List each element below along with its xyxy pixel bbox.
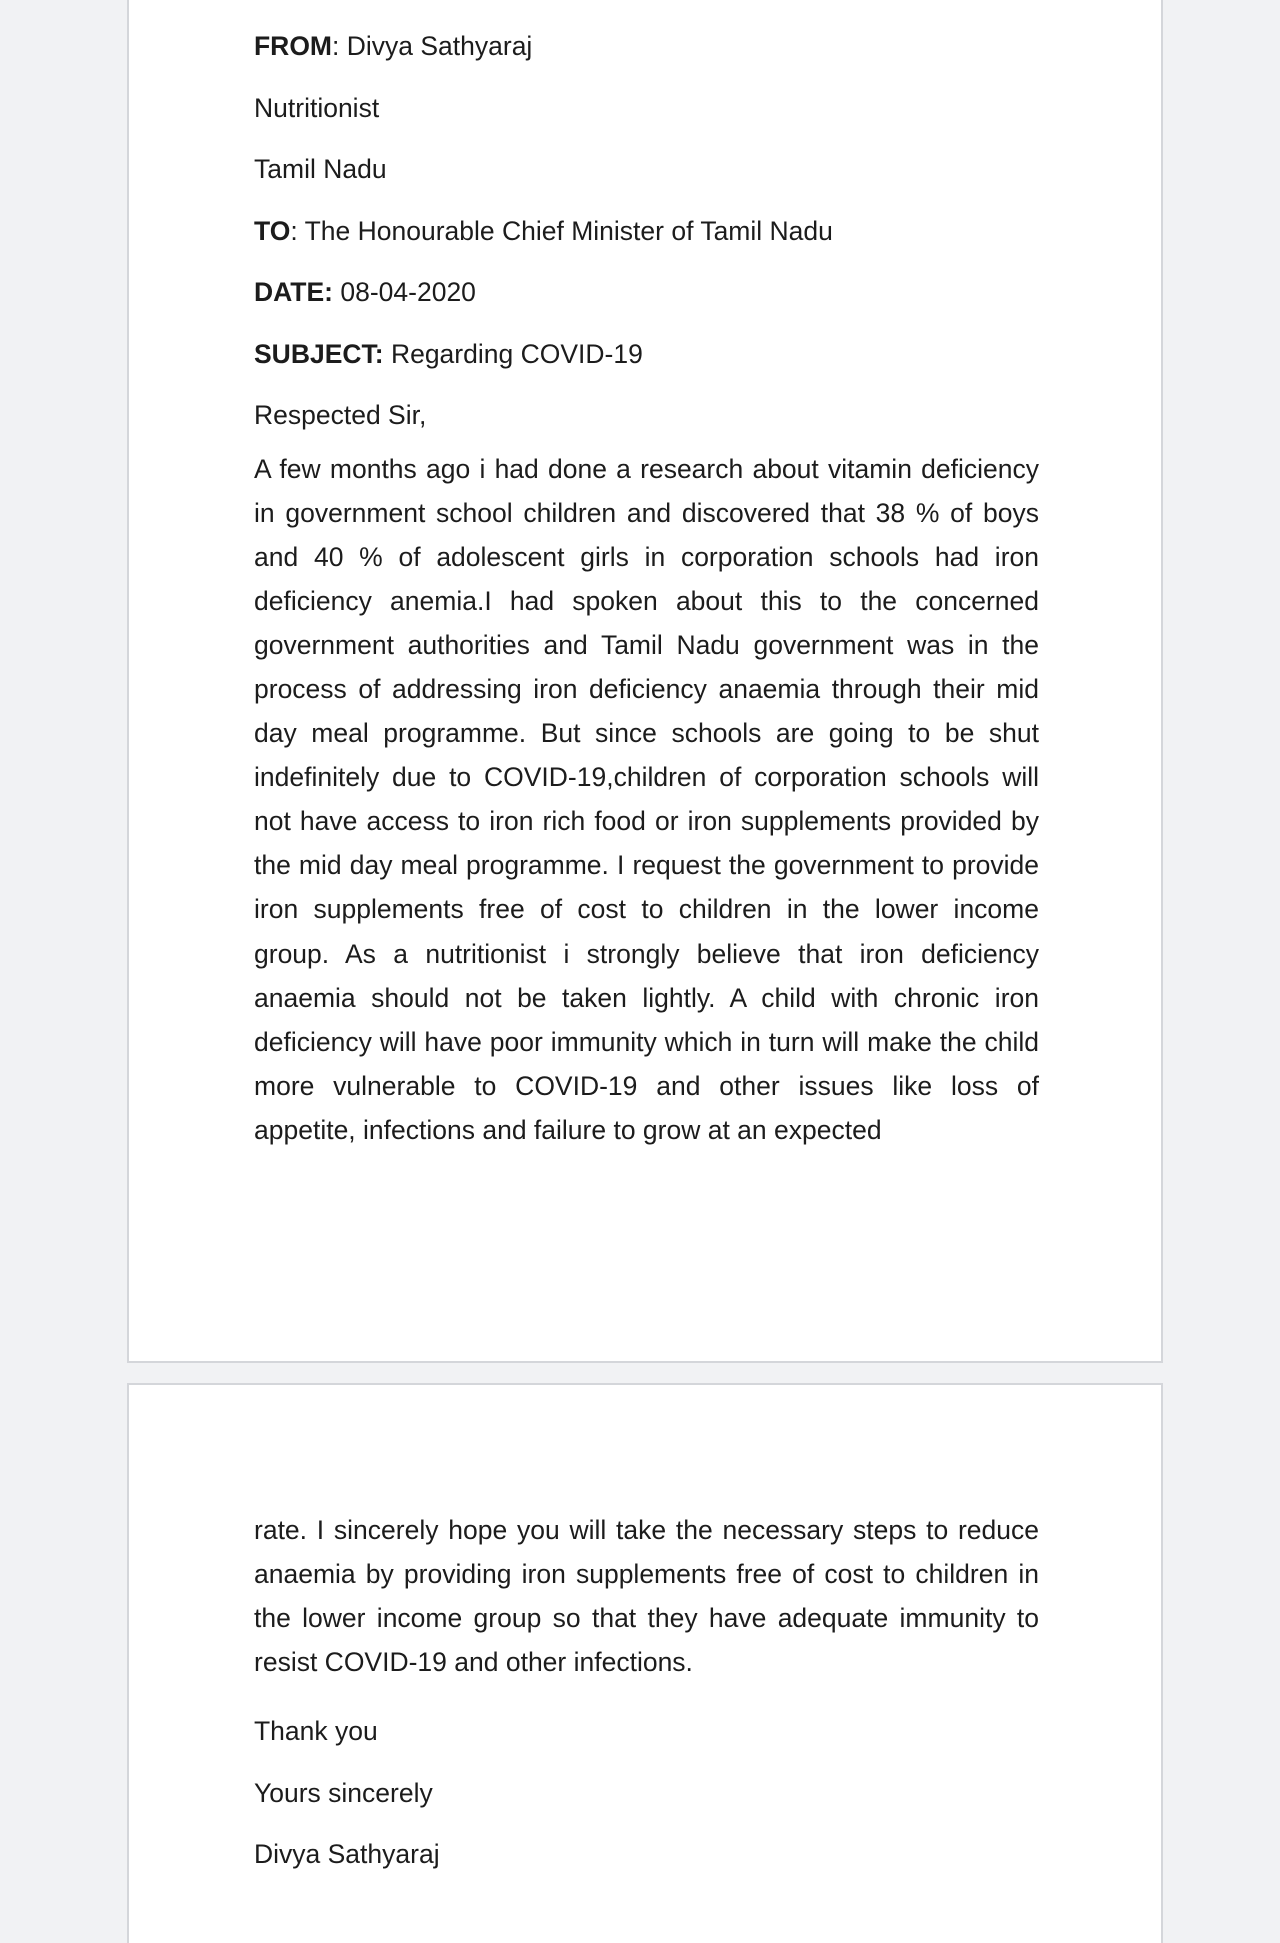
sender-role: Nutritionist	[254, 92, 380, 123]
to-value: : The Honourable Chief Minister of Tamil Nadu	[290, 215, 833, 246]
letter-content-page-1	[254, 16, 1039, 1152]
subject-label: SUBJECT:	[254, 338, 384, 369]
signature-line: Divya Sathyaraj	[254, 1839, 440, 1870]
body-paragraph-page-2: rate. I sincerely hope you will take the necessary steps to reduce anaemia by providing iron supplements free of cost to children in the lower income group so that they have adequate immunity to resist COVID-19 and other infections.	[254, 1515, 1039, 1678]
from-label: FROM	[254, 31, 333, 61]
sender-location: Tamil Nadu	[254, 154, 387, 184]
sign-off-line: Yours sincerely	[254, 1777, 433, 1808]
body-paragraph-page-1: A few months ago i had done a research about vitamin deficiency in government school children and discovered that 38 % of boys and 40 % of adolescent girls in corporation schools had iron deficiency anemia.I had spoken about this to the concerned government authorities and Tamil Nadu government was in the process of addressing iron deficiency anaemia through their mid day meal programme. But since schools are going to be shut indefinitely due to COVID-19,children of corporation schools will not have access to iron rich food or iron supplements provided by the mid day meal programme. I request the government to provide iron supplements free of cost to children in the lower income group. As a nutritionist i strongly believe that iron deficiency anaemia should not be taken lightly. A child with chronic iron deficiency will have poor immunity which in turn will make the child more vulnerable to COVID-19 and other issues like loss of appetite, infections and failure to grow at an expected	[254, 453, 1039, 1145]
closing-block	[254, 1701, 1039, 1886]
thank-you-line: Thank you	[254, 1716, 378, 1747]
salutation: Respected Sir,	[254, 400, 427, 430]
date-label: DATE:	[254, 277, 333, 307]
to-line	[254, 201, 1039, 263]
from-line	[254, 16, 1039, 78]
date-line	[254, 262, 1039, 324]
document-page-1	[127, 0, 1163, 1363]
subject-value: Regarding COVID-19	[383, 338, 643, 369]
letter-content-page-2	[254, 1508, 1039, 1886]
document-page-2	[127, 1383, 1163, 1943]
from-value: : Divya Sathyaraj	[332, 31, 533, 61]
subject-line	[254, 324, 1039, 386]
date-value: 08-04-2020	[333, 277, 476, 307]
to-label: TO	[254, 215, 291, 246]
